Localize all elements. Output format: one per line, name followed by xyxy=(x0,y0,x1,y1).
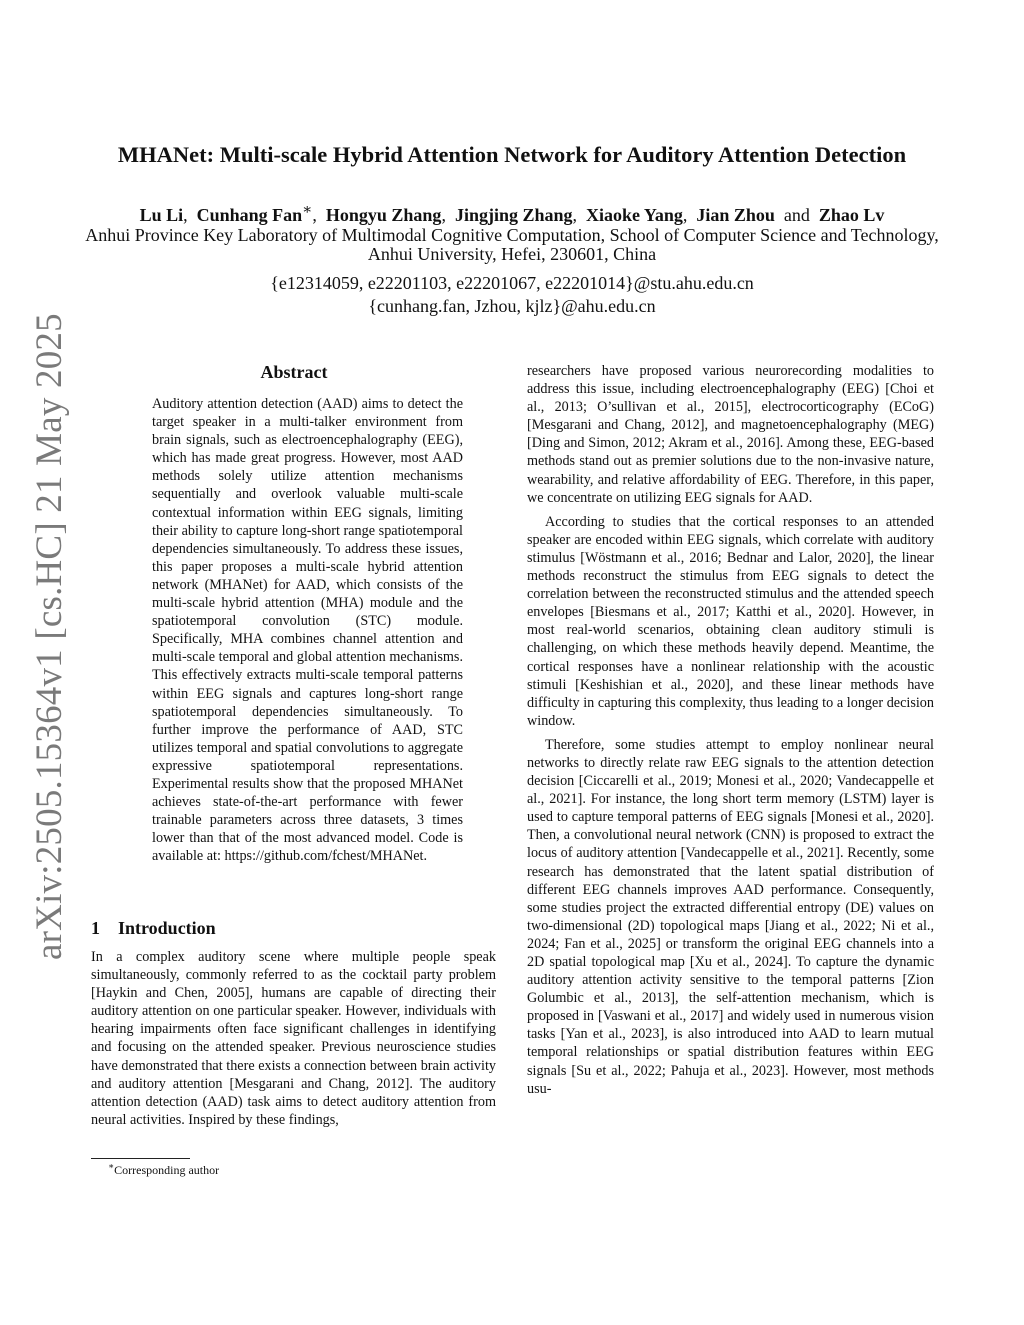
section-heading xyxy=(91,918,234,939)
affiliation: Anhui Province Key Laboratory of Multimodal Cognitive Computation, School of Computer Science and Technology, Anhui University, Hefei, 230601, China xyxy=(85,225,939,264)
author-name: Lu Li xyxy=(139,205,184,225)
abstract-text: Auditory attention detection (AAD) aims to detect the target speaker in a multi-talker environment from brain signals, such as electroencephalography (EEG), which has made great progress. However, most AAD methods solely utilize attention mechanisms sequentially and overlook valuable multi-scale contextual information within EEG signals, limiting their ability to capture long-short range spatiotemporal dependencies simultaneously. To address these issues, this paper proposes a multi-scale hybrid attention network (MHANet) for AAD, which consists of the multi-scale hybrid attention (MHA) module and the spatiotemporal convolution (STC) module. Specifically, MHA combines channel attention and multi-scale temporal and global attention mechanisms. This effectively extracts multi-scale temporal patterns within EEG signals and captures long-short range spatiotemporal dependencies simultaneously. To further improve the performance of AAD, STC utilizes temporal and spatial convolutions to aggregate expressive spatiotemporal representations. Experimental results show that the proposed MHANet achieves state-of-the-art performance with fewer trainable parameters across three datasets, 3 times lower than that of the most advanced model. Code is available at: https://github.com/fchest/MHANet. xyxy=(152,396,463,865)
body-paragraph: researchers have proposed various neurorecording modalities to address this issue, including electroencephalography (EEG) [Choi et al., 2013; O’sullivan et al., 2015], electrocorticography (ECoG) [Mesgarani and Chang, 2012], and magnetoencephalography (MEG) [Ding and Simon, 2012; Akram et al., 2016]. Among these, EEG-based methods stand out as premier solutions due to the non-invasive nature, wearability, and relative affordability of EEG. Therefore, in this paper, we concentrate on utilizing EEG signals for AAD. xyxy=(527,363,934,506)
intro-paragraph: In a complex auditory scene where multiple people speak simultaneously, commonly referred to as the cocktail party problem [Haykin and Chen, 2005], humans are capable of directing their auditory attention on one particular speaker. However, individuals with hearing impairments often face significant challenges in identifying and focusing on the attended speaker. Previous neuroscience studies have demonstrated that there exists a connection between brain activity and auditory attention [Mesgarani and Chang, 2012]. The auditory attention detection (AAD) task aims to detect auditory attention from neural activities. Inspired by these findings, xyxy=(91,949,496,1128)
footnote-text: Corresponding author xyxy=(114,1163,220,1177)
body-paragraph: Therefore, some studies attempt to employ nonlinear neural networks to directly relate raw EEG signals to the attention detection decision [Ciccarelli et al., 2019; Monesi et al., 2020; Vandecappelle et al., 2021]. For instance, the long short term memory (LSTM) layer is used to capture temporal patterns of EEG signals [Monesi et al., 2020]. Then, a convolutional neural network (CNN) is proposed to extract the locus of auditory attention [Vandecappelle et al., 2021]. Recently, some research has demonstrated that the latent spatial distribution of different EEG channels improves AAD performance. Consequently, some studies project the extracted differential entropy (DE) values on two-dimensional (2D) topological maps [Jiang et al., 2022; Ni et al., 2024; Fan et al., 2025] or transform the original EEG channels into a 2D spatial topological map [Xu et al., 2024]. To capture the dynamic auditory attention activity sensitive to the temporal patterns [Zion Golumbic et al., 2013], the self-attention mechanism, which is proposed in [Vaswani et al., 2017] and widely used in numerous vision tasks [Yan et al., 2023], is also introduced into AAD to learn mutual temporal relationships or spatial distribution features within EEG signals [Su et al., 2022; Pahuja et al., 2023]. However, most methods usu- xyxy=(527,736,934,1097)
section-number: 1 xyxy=(91,918,100,938)
email-line: {cunhang.fan, Jzhou, kjlz}@ahu.edu.cn xyxy=(368,296,656,316)
email-line: {e12314059, e22201103, e22201067, e22201014}@stu.ahu.edu.cn xyxy=(270,273,754,293)
section-title: Introduction xyxy=(118,918,216,938)
author-list: Lu Li, Cunhang Fan∗, Hongyu Zhang, Jingjing Zhang, Xiaoke Yang, Jian Zhou and Zhao Lv xyxy=(139,202,885,225)
author-name: Jingjing Zhang xyxy=(454,205,573,225)
author-conjunction: and xyxy=(783,205,810,225)
abstract-heading: Abstract xyxy=(260,362,328,382)
author-name: Xiaoke Yang xyxy=(585,205,683,225)
arxiv-identifier: arXiv:2505.15364v1 [cs.HC] 21 May 2025 xyxy=(29,313,70,960)
author-name: Jian Zhou xyxy=(696,205,775,225)
author-name: Cunhang Fan xyxy=(196,205,303,225)
author-name: Hongyu Zhang xyxy=(325,205,442,225)
author-name: Zhao Lv xyxy=(818,205,885,225)
email-block xyxy=(60,272,964,318)
corresponding-mark: ∗ xyxy=(302,202,313,218)
paper-title: MHANet: Multi-scale Hybrid Attention Network for Auditory Attention Detection xyxy=(117,142,907,167)
footnote xyxy=(108,1161,219,1178)
right-column xyxy=(527,362,934,1098)
footnote-divider xyxy=(91,1158,190,1159)
footnote-mark: ∗ xyxy=(108,1161,115,1171)
body-paragraph: According to studies that the cortical responses to an attended speaker are encoded within EEG signals, which correlate with auditory stimulus [Wöstmann et al., 2016; Bednar and Lalor, 2020], the linear methods reconstruct the stimulus from EEG signals to detect the correlation between the reconstructed stimulus and the attended speech envelopes [Biesmans et al., 2017; Katthi et al., 2020]. However, in most real-world scenarios, obtaining clean auditory stimuli is challenging, on which these methods heavily depend. Meantime, the cortical responses have a nonlinear relationship with the acoustic stimuli [Keshishian et al., 2020], and these linear methods have difficulty in capturing this complexity, thus leading to a longer decision window. xyxy=(527,513,934,729)
